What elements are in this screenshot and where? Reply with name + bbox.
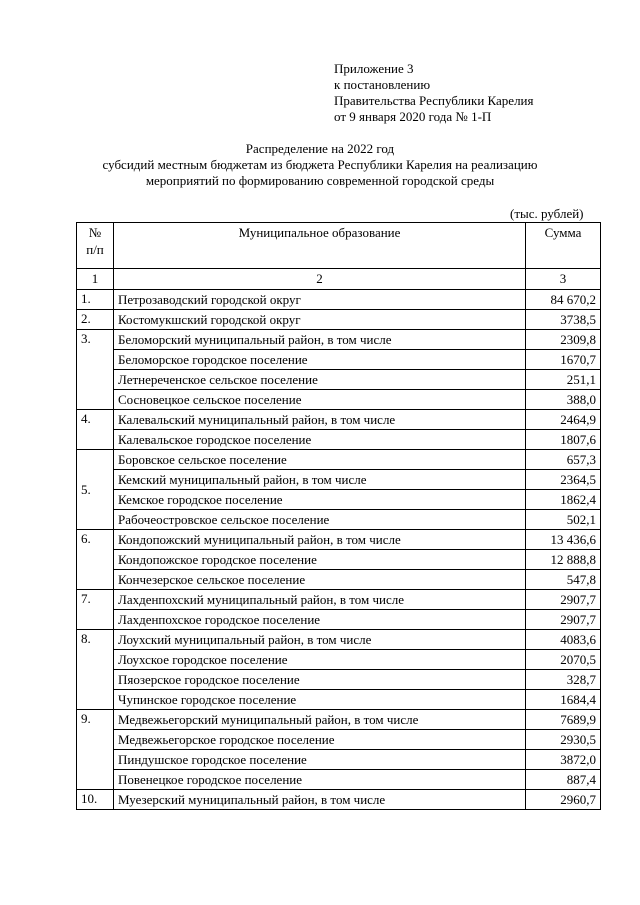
colnum-2: 2 (114, 269, 526, 290)
subsidy-amount: 1670,7 (526, 350, 601, 370)
subsidy-amount: 3872,0 (526, 750, 601, 770)
subsidy-table (76, 222, 601, 810)
appendix-line: Приложение 3 (334, 61, 414, 76)
row-number: 9. (77, 710, 114, 790)
units-label: (тыс. рублей) (510, 206, 584, 221)
column-number-row (77, 269, 601, 290)
row-number: 1. (77, 290, 114, 310)
municipality-name: Муезерский муниципальный район, в том числе (114, 790, 526, 810)
subsidy-amount: 657,3 (526, 450, 601, 470)
subsidy-amount: 1807,6 (526, 430, 601, 450)
subsidy-amount: 7689,9 (526, 710, 601, 730)
row-number: 3. (77, 330, 114, 410)
table-row (77, 770, 601, 790)
subsidy-amount: 1862,4 (526, 490, 601, 510)
subsidy-amount: 4083,6 (526, 630, 601, 650)
subsidy-amount: 547,8 (526, 570, 601, 590)
subsidy-amount: 388,0 (526, 390, 601, 410)
municipality-name: Пяозерское городское поселение (114, 670, 526, 690)
municipality-name: Беломорское городское поселение (114, 350, 526, 370)
table-row (77, 290, 601, 310)
table-row (77, 310, 601, 330)
header-num: № п/п (77, 223, 114, 269)
municipality-name: Рабочеостровское сельское поселение (114, 510, 526, 530)
appendix-line: Правительства Республики Карелия (334, 93, 534, 108)
subsidy-amount: 84 670,2 (526, 290, 601, 310)
row-number: 6. (77, 530, 114, 590)
table-row (77, 450, 601, 470)
subsidy-amount: 13 436,6 (526, 530, 601, 550)
municipality-name: Боровское сельское поселение (114, 450, 526, 470)
subsidy-amount: 12 888,8 (526, 550, 601, 570)
subsidy-amount: 2070,5 (526, 650, 601, 670)
table-row (77, 610, 601, 630)
subsidy-amount: 2309,8 (526, 330, 601, 350)
appendix-block (334, 61, 534, 125)
row-number: 4. (77, 410, 114, 450)
table-row (77, 590, 601, 610)
municipality-name: Петрозаводский городской округ (114, 290, 526, 310)
subsidy-amount: 887,4 (526, 770, 601, 790)
subsidy-amount: 2930,5 (526, 730, 601, 750)
appendix-line: от 9 января 2020 года № 1-П (334, 109, 492, 124)
document-title (0, 141, 640, 189)
row-number: 8. (77, 630, 114, 710)
subsidy-amount: 1684,4 (526, 690, 601, 710)
table-row (77, 710, 601, 730)
table-row (77, 570, 601, 590)
municipality-name: Медвежьегорское городское поселение (114, 730, 526, 750)
table-row (77, 390, 601, 410)
subsidy-amount: 2364,5 (526, 470, 601, 490)
municipality-name: Повенецкое городское поселение (114, 770, 526, 790)
municipality-name: Лахденпохский муниципальный район, в том числе (114, 590, 526, 610)
municipality-name: Кемское городское поселение (114, 490, 526, 510)
municipality-name: Кондопожский муниципальный район, в том числе (114, 530, 526, 550)
title-line: субсидий местным бюджетам из бюджета Республики Карелия на реализацию (102, 157, 538, 172)
municipality-name: Сосновецкое сельское поселение (114, 390, 526, 410)
appendix-line: к постановлению (334, 77, 431, 92)
municipality-name: Калевальский муниципальный район, в том числе (114, 410, 526, 430)
row-number: 2. (77, 310, 114, 330)
table-row (77, 330, 601, 350)
title-line: мероприятий по формированию современной городской среды (145, 173, 495, 188)
table-row (77, 430, 601, 450)
header-municipality: Муниципальное образование (114, 223, 526, 269)
table-row (77, 690, 601, 710)
table-row (77, 470, 601, 490)
table-row (77, 410, 601, 430)
table-header-row (77, 223, 601, 269)
municipality-name: Летнереченское сельское поселение (114, 370, 526, 390)
subsidy-amount: 2907,7 (526, 590, 601, 610)
header-sum: Сумма (526, 223, 601, 269)
table-row (77, 350, 601, 370)
colnum-1: 1 (77, 269, 114, 290)
table-row (77, 670, 601, 690)
table-row (77, 750, 601, 770)
subsidy-amount: 2907,7 (526, 610, 601, 630)
municipality-name: Пиндушское городское поселение (114, 750, 526, 770)
subsidy-amount: 328,7 (526, 670, 601, 690)
row-number: 10. (77, 790, 114, 810)
table-row (77, 510, 601, 530)
municipality-name: Лахденпохское городское поселение (114, 610, 526, 630)
table-row (77, 630, 601, 650)
municipality-name: Чупинское городское поселение (114, 690, 526, 710)
municipality-name: Костомукшский городской округ (114, 310, 526, 330)
title-line: Распределение на 2022 год (245, 141, 395, 156)
table-row (77, 370, 601, 390)
municipality-name: Лоухское городское поселение (114, 650, 526, 670)
colnum-3: 3 (526, 269, 601, 290)
municipality-name: Кемский муниципальный район, в том числе (114, 470, 526, 490)
row-number: 5. (77, 450, 114, 530)
subsidy-amount: 2960,7 (526, 790, 601, 810)
table-row (77, 490, 601, 510)
municipality-name: Кончезерское сельское поселение (114, 570, 526, 590)
table-row (77, 530, 601, 550)
municipality-name: Калевальское городское поселение (114, 430, 526, 450)
table-row (77, 650, 601, 670)
subsidy-amount: 502,1 (526, 510, 601, 530)
subsidy-amount: 3738,5 (526, 310, 601, 330)
table-row (77, 730, 601, 750)
municipality-name: Кондопожское городское поселение (114, 550, 526, 570)
municipality-name: Медвежьегорский муниципальный район, в том числе (114, 710, 526, 730)
table-row (77, 790, 601, 810)
municipality-name: Лоухский муниципальный район, в том числе (114, 630, 526, 650)
subsidy-amount: 2464,9 (526, 410, 601, 430)
table-row (77, 550, 601, 570)
row-number: 7. (77, 590, 114, 630)
subsidy-amount: 251,1 (526, 370, 601, 390)
municipality-name: Беломорский муниципальный район, в том числе (114, 330, 526, 350)
